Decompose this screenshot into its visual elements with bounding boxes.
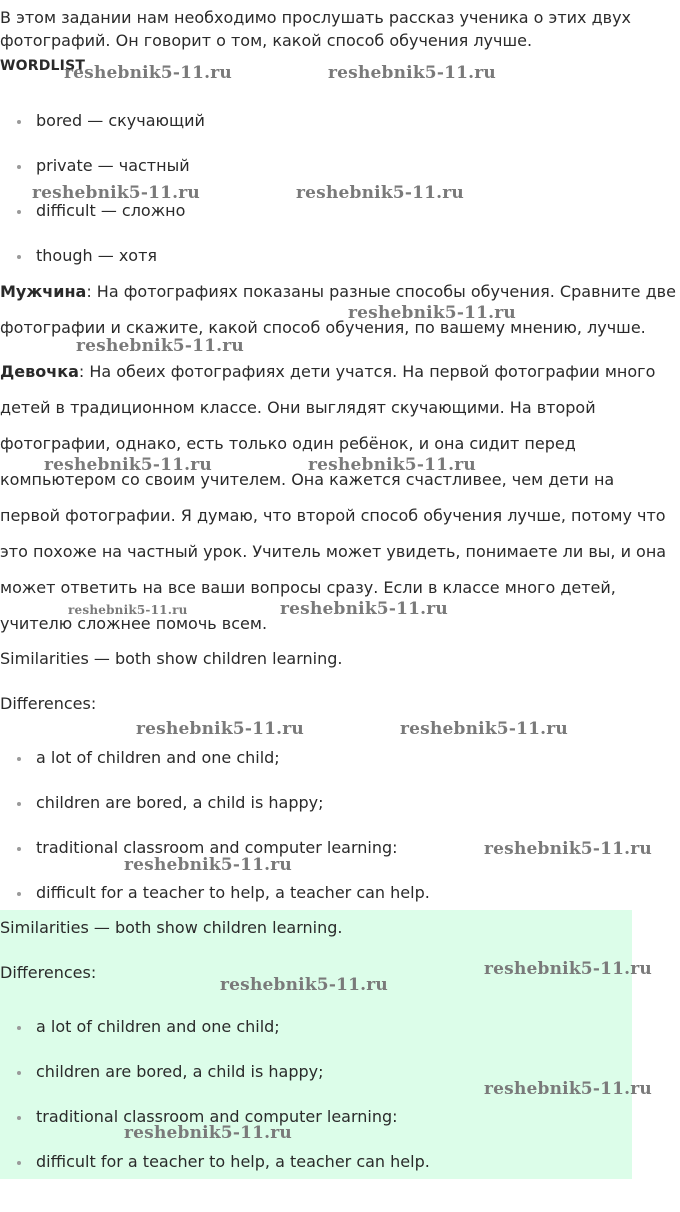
- watermark: reshebnik5-11.ru: [76, 336, 244, 356]
- dialogue-girl-line: первой фотографии. Я думаю, что второй способ обучения лучше, потому что: [0, 506, 666, 525]
- difference-item: children are bored, a child is happy;: [36, 1062, 324, 1081]
- dialogue-man-line: [0, 281, 676, 303]
- answer-similarities: Similarities — both show children learning.: [0, 649, 343, 668]
- answer-differences-label: Differences:: [0, 694, 97, 713]
- dialogue-girl-line: учителю сложнее помочь всем.: [0, 614, 268, 633]
- watermark: reshebnik5-11.ru: [296, 183, 464, 203]
- watermark: reshebnik5-11.ru: [280, 599, 448, 619]
- watermark: reshebnik5-11.ru: [32, 183, 200, 203]
- difference-item: difficult for a teacher to help, a teacher can help.: [36, 883, 430, 902]
- watermark: reshebnik5-11.ru: [68, 603, 188, 617]
- dialogue-girl-line: фотографии, однако, есть только один ребёнок, и она сидит перед: [0, 434, 576, 453]
- dialogue-text: : На обеих фотографиях дети учатся. На первой фотографии много: [78, 362, 656, 381]
- difference-item: traditional classroom and computer learning:: [36, 1107, 398, 1126]
- watermark: reshebnik5-11.ru: [328, 63, 496, 83]
- watermark: reshebnik5-11.ru: [64, 63, 232, 83]
- difference-item: a lot of children and one child;: [36, 748, 280, 767]
- dialogue-text: : На фотографиях показаны разные способы обучения. Сравните две: [86, 282, 676, 301]
- watermark: reshebnik5-11.ru: [220, 975, 388, 995]
- wordlist-item: difficult — сложно: [36, 201, 186, 220]
- intro-line-cut: фотографий. Он говорит о том, какой способ обучения лучше.: [0, 31, 533, 50]
- dialogue-girl-line: [0, 361, 655, 383]
- watermark: reshebnik5-11.ru: [124, 1123, 292, 1143]
- wordlist-title: WORDLIST: [0, 58, 86, 74]
- watermark: reshebnik5-11.ru: [124, 855, 292, 875]
- difference-item: a lot of children and one child;: [36, 1017, 280, 1036]
- watermark: reshebnik5-11.ru: [136, 719, 304, 739]
- watermark: reshebnik5-11.ru: [484, 959, 652, 979]
- dialogue-man-line: фотографии и скажите, какой способ обучения, по вашему мнению, лучше.: [0, 318, 646, 337]
- watermark: reshebnik5-11.ru: [484, 839, 652, 859]
- difference-item: children are bored, a child is happy;: [36, 793, 324, 812]
- dialogue-girl-line: детей в традиционном классе. Они выглядят скучающими. На второй: [0, 398, 596, 417]
- watermark: reshebnik5-11.ru: [44, 455, 212, 475]
- wordlist-item: private — частный: [36, 156, 190, 175]
- dialogue-girl-line: может ответить на все ваши вопросы сразу. Если в классе много детей,: [0, 578, 616, 597]
- watermark: reshebnik5-11.ru: [348, 303, 516, 323]
- speaker-man: Мужчина: [0, 282, 87, 301]
- difference-item: traditional classroom and computer learning:: [36, 838, 398, 857]
- wordlist-item: bored — скучающий: [36, 111, 205, 130]
- watermark: reshebnik5-11.ru: [308, 455, 476, 475]
- watermark: reshebnik5-11.ru: [400, 719, 568, 739]
- watermark: reshebnik5-11.ru: [484, 1079, 652, 1099]
- answer-highlight-box: [0, 910, 632, 1179]
- answer-similarities-highlighted: Similarities — both show children learning.: [0, 918, 343, 937]
- dialogue-girl-line: компьютером со своим учителем. Она кажется счастливее, чем дети на: [0, 470, 615, 489]
- answer-differences-label-highlighted: Differences:: [0, 963, 97, 982]
- dialogue-girl-line: это похоже на частный урок. Учитель может увидеть, понимаете ли вы, и она: [0, 542, 667, 561]
- intro-line: В этом задании нам необходимо прослушать рассказ ученика о этих двух: [0, 8, 632, 27]
- speaker-girl: Девочка: [0, 362, 79, 381]
- wordlist-item: though — хотя: [36, 246, 158, 265]
- difference-item: difficult for a teacher to help, a teacher can help.: [36, 1152, 430, 1171]
